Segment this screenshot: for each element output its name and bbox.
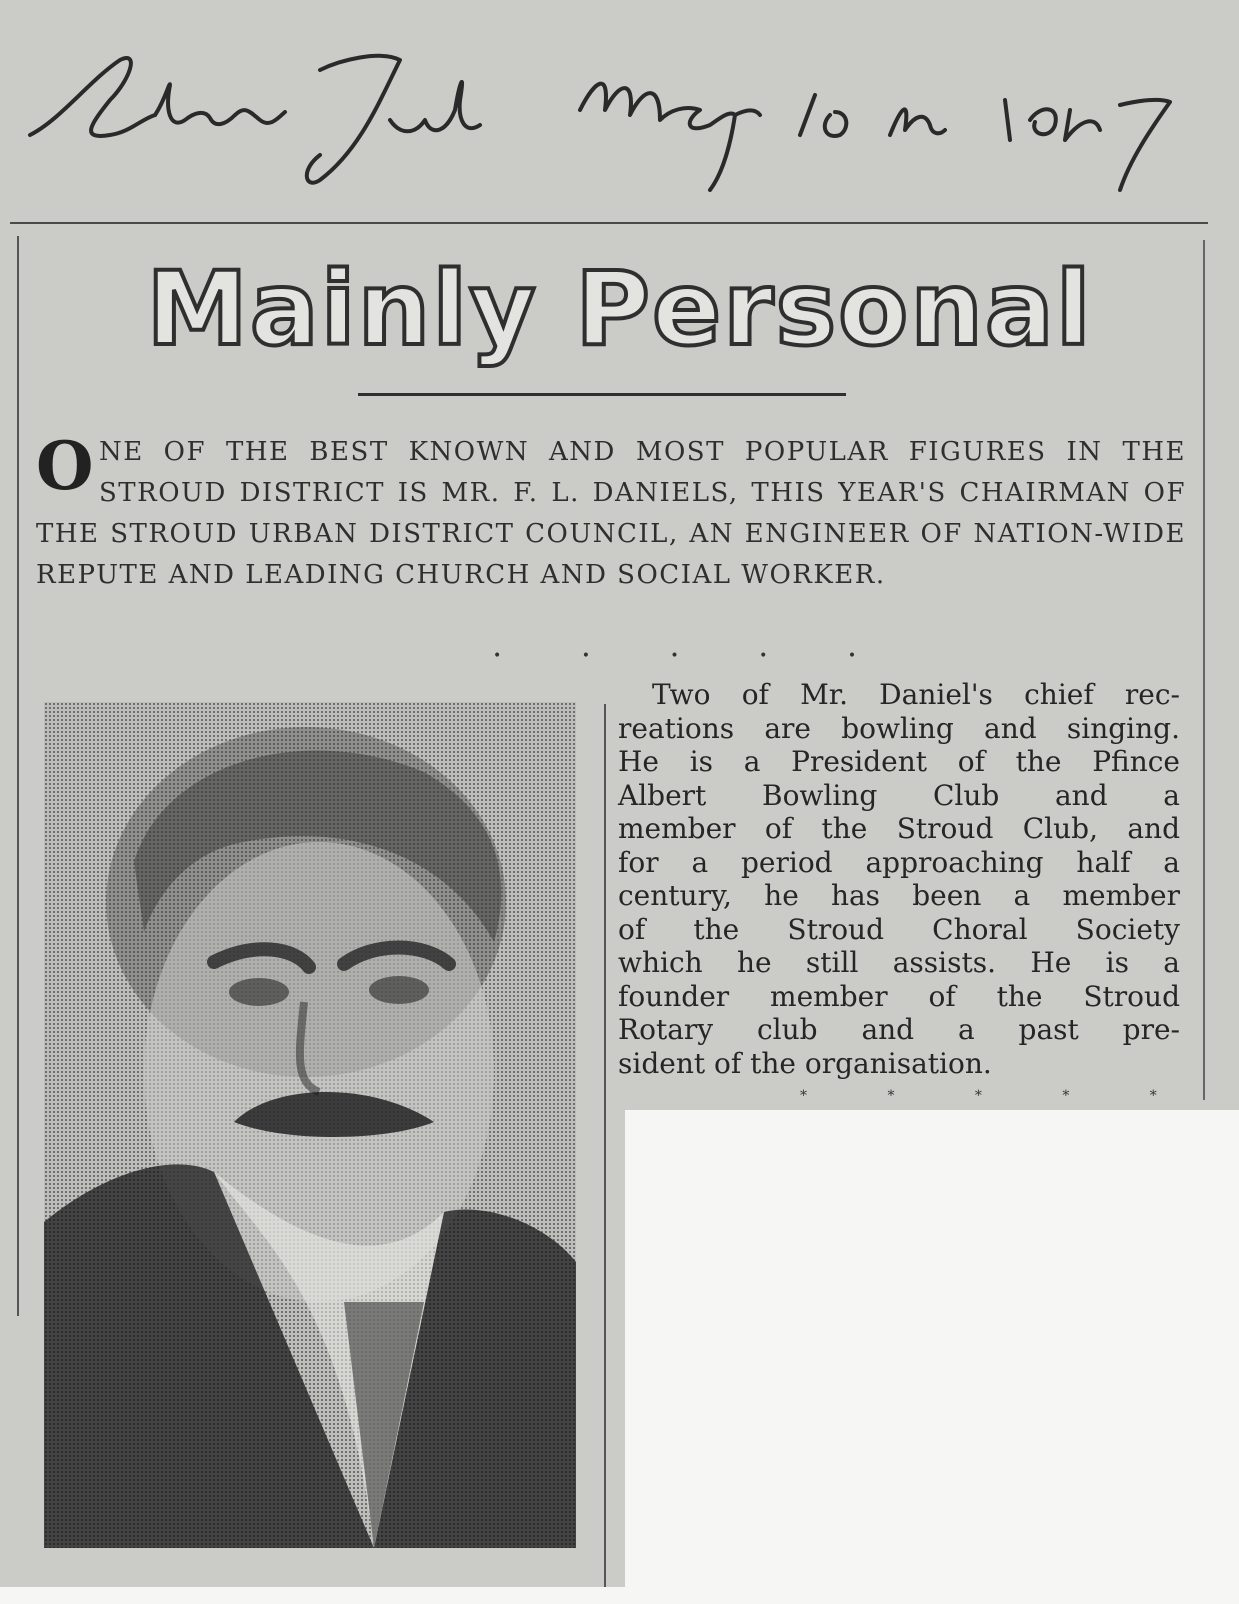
body-line: for a period approaching half a: [618, 845, 1180, 879]
body-line: of the Stroud Choral Society: [618, 912, 1180, 946]
left-border-rule: [17, 236, 19, 1316]
body-line: which he still assists. He is a: [618, 946, 1180, 979]
body-line: sident of the organisation.: [618, 1046, 992, 1080]
body-line: Two of Mr. Daniel's chief rec-: [652, 678, 1180, 711]
body-line: member of the Stroud Club, and: [618, 812, 1180, 845]
portrait-illustration-icon: [44, 702, 576, 1548]
body-line: He is a President of the Pfince: [618, 745, 1180, 778]
handwritten-date-note: [20, 40, 1200, 200]
handwriting-signature-icon: [20, 40, 1200, 200]
intro-paragraph: [36, 427, 1186, 596]
portrait-photo: [44, 702, 576, 1548]
body-column: [618, 678, 1180, 1080]
body-line: Rotary club and a past pre-: [618, 1013, 1180, 1046]
headline-underline: [358, 393, 846, 396]
headline: Mainly Personal: [146, 250, 1093, 369]
separator-dots: • • • • •: [493, 648, 895, 664]
drop-cap: O: [36, 427, 95, 505]
separator-stars: * * * * *: [800, 1088, 1195, 1104]
body-line: founder member of the Stroud: [618, 979, 1180, 1013]
right-border-rule: [1203, 240, 1205, 1100]
column-divider: [604, 704, 606, 1587]
intro-text: NE OF THE BEST KNOWN AND MOST POPULAR FIGURES IN THE STROUD DISTRICT IS MR. F. L. DANIELS, THIS YEAR'S CHAIRMAN OF THE STROUD URBAN DISTRICT COUNCIL, AN ENGINEER OF NATION-WIDE REPUTE AND LEADING CHURCH AND SOCIAL WORKER.: [36, 437, 1186, 590]
body-line: reations are bowling and singing.: [618, 711, 1180, 745]
body-line: century, he has been a member: [618, 879, 1180, 912]
body-line: Albert Bowling Club and a: [618, 778, 1180, 812]
